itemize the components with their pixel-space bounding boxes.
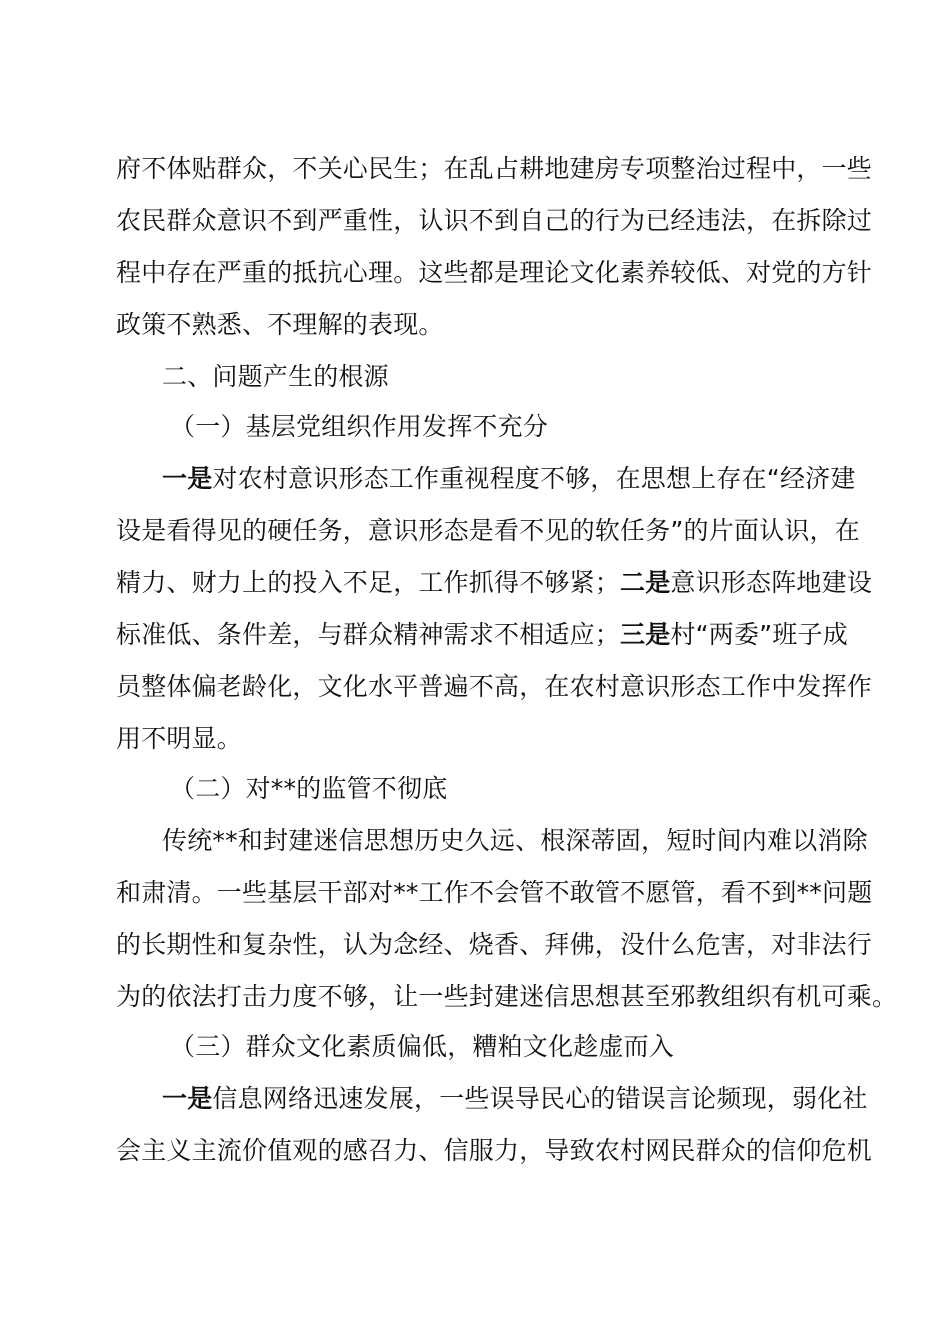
line-text: 用不明显。 [116,724,243,753]
line-text: 为的依法打击力度不够，让一些封建迷信思想甚至邪教组织有机可乘。 [116,982,898,1011]
text-line [116,204,873,238]
subsection-heading [170,1030,900,1064]
bold-lead-text: 二是 [620,568,671,597]
section-heading [162,360,892,394]
text-line [116,256,873,290]
text-line [116,566,873,600]
line-text: 设是看得见的硬任务，意识形态是看不见的软任务”的片面认识，在 [116,516,860,545]
text-line [116,928,873,962]
line-text: 标准低、条件差，与群众精神需求不相适应； [116,620,621,649]
subsection-heading [170,772,900,806]
bold-lead-text: 一是 [162,1084,213,1113]
line-text: 和肃清。一些基层干部对**工作不会管不敢管不愿管，看不到**问题 [116,878,873,907]
line-text: 程中存在严重的抵抗心理。这些都是理论文化素养较低、对党的方针 [116,258,873,287]
line-text: 传统**和封建迷信思想历史久远、根深蒂固，短时间内难以消除 [162,826,868,855]
text-line [116,1134,873,1168]
bold-lead-text: 一是 [162,464,213,493]
line-text: （二）对**的监管不彻底 [170,774,448,803]
subsection-heading [170,410,900,444]
text-line [116,618,846,652]
text-line [162,824,892,858]
line-text: 精力、财力上的投入不足，工作抓得不够紧； [116,568,621,597]
line-text: 对农村意识形态工作重视程度不够，在思想上存在“经济建 [212,464,856,493]
line-text: 信息网络迅速发展，一些误导民心的错误言论频现，弱化社 [212,1084,868,1113]
text-line [116,152,873,186]
text-line [116,670,873,704]
line-text: 农民群众意识不到严重性，认识不到自己的行为已经违法，在拆除过 [116,206,873,235]
text-line [162,462,892,496]
line-text: 二、问题产生的根源 [162,362,389,391]
text-line [116,514,860,548]
line-text: 村“两委”班子成 [670,620,848,649]
text-line [116,722,846,756]
text-line [116,876,873,910]
line-text: 府不体贴群众，不关心民生；在乱占耕地建房专项整治过程中，一些 [116,154,873,183]
line-text: 意识形态阵地建设 [670,568,873,597]
line-text: 员整体偏老龄化，文化水平普遍不高，在农村意识形态工作中发挥作 [116,672,873,701]
line-text: （一）基层党组织作用发挥不充分 [170,412,549,441]
line-text: （三）群众文化素质偏低，糟粕文化趁虚而入 [170,1032,675,1061]
text-line [116,980,898,1014]
text-line [162,1082,892,1116]
bold-lead-text: 三是 [620,620,671,649]
text-line [116,308,846,342]
line-text: 会主义主流价值观的感召力、信服力，导致农村网民群众的信仰危机 [116,1136,873,1165]
line-text: 政策不熟悉、不理解的表现。 [116,310,444,339]
line-text: 的长期性和复杂性，认为念经、烧香、拜佛，没什么危害，对非法行 [116,930,873,959]
